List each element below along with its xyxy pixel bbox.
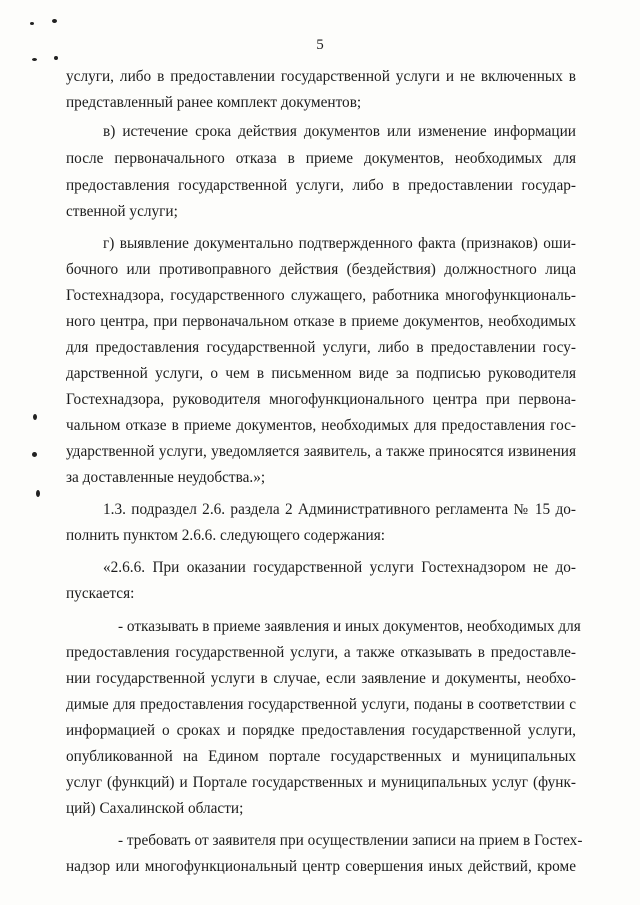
scan-speck: [54, 56, 58, 60]
text-line: надзор или многофункциональный центр совершения иных действий, кроме: [66, 858, 576, 875]
text-line: ударственной услуги, уведомляется заявитель, а также приносятся извинения: [66, 443, 576, 460]
text-line: нии государственной услуги в случае, если заявление и документы, необхо-: [66, 670, 576, 687]
text-line: предоставления государственной услуги, либо в предоставлении государ-: [66, 177, 576, 194]
text-line: ственной услуги;: [66, 203, 178, 220]
scan-speck: [52, 19, 57, 23]
text-line: 1.3. подраздел 2.6. раздела 2 Административного регламента № 15 до-: [103, 501, 576, 518]
text-line: димые для предоставления государственной услуги, поданы в соответствии с: [66, 696, 576, 713]
text-line: - требовать от заявителя при осуществлении записи на прием в Гостех-: [118, 832, 583, 849]
text-line: - отказывать в приеме заявления и иных документов, необходимых для: [118, 618, 581, 635]
text-line: за доставленные неудобства.»;: [66, 469, 266, 486]
scan-speck: [30, 22, 34, 25]
scan-speck: [36, 490, 40, 497]
text-line: бочного или противоправного действия (бездействия) должностного лица: [66, 261, 576, 278]
text-line: «2.6.6. При оказании государственной услуги Гостехнадзором не до-: [103, 559, 576, 576]
text-line: Гостехнадзора, руководителя многофункционального центра при первона-: [66, 391, 576, 408]
text-line: полнить пунктом 2.6.6. следующего содержания:: [66, 527, 386, 544]
text-line: дарственной услуги, о чем в письменном виде за подписью руководителя: [66, 365, 576, 382]
text-line: ного центра, при первоначальном отказе в приеме документов, необходимых: [66, 313, 576, 330]
scan-speck: [32, 452, 37, 457]
scan-speck: [33, 414, 37, 420]
text-line: ций) Сахалинской области;: [66, 800, 244, 817]
text-line: Гостехнадзора, государственного служащего, работника многофункциональ-: [66, 287, 576, 304]
text-line: в) истечение срока действия документов или изменение информации: [103, 123, 576, 140]
page-number: 5: [316, 37, 324, 53]
text-line: пускается:: [66, 585, 135, 602]
text-line: услуги, либо в предоставлении государственной услуги и не включенных в: [66, 68, 576, 85]
text-line: чальном отказе в приеме документов, необходимых для предоставления гос-: [66, 417, 576, 434]
text-line: после первоначального отказа в приеме документов, необходимых для: [66, 150, 576, 167]
text-line: представленный ранее комплект документов;: [66, 94, 362, 111]
text-line: для предоставления государственной услуги, либо в предоставлении госу-: [66, 339, 576, 356]
text-line: г) выявление документально подтвержденного факта (признаков) оши-: [103, 235, 576, 252]
scan-speck: [32, 58, 37, 61]
text-line: опубликованной на Едином портале государственных и муниципальных: [66, 748, 576, 765]
text-line: информацией о сроках и порядке предоставления государственной услуги,: [66, 722, 576, 739]
text-line: услуг (функций) и Портале государственных и муниципальных услуг (функ-: [66, 774, 576, 791]
text-line: предоставления государственной услуги, а также отказывать в предоставле-: [66, 644, 576, 661]
